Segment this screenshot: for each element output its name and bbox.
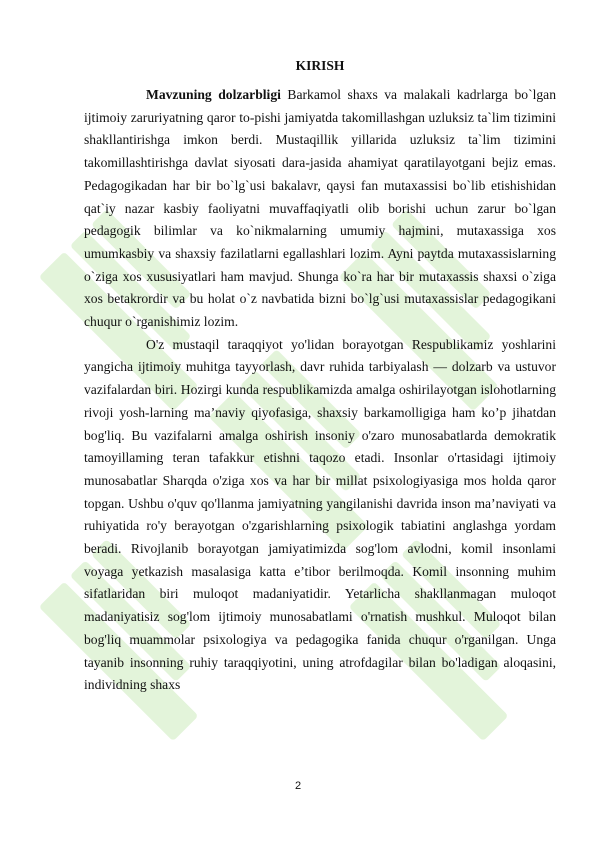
paragraph-relevance bbox=[84, 84, 556, 334]
document-title: KIRISH bbox=[295, 58, 345, 73]
paragraph-body: O'z mustaqil taraqqiyot yo'lidan borayotgan Respublikamiz yoshlarini yangicha ijtimoiy muhitga tayyorlash, davr ruhida tarbiyalash — dolzarb va ustuvor vazifalardan biri. Hozirgi kunda respublikamizda amalga oshirilayotgan islohotlarning rivoji yosh-larning ma’naviy qiyofasiga, shaxsiy barkamolligiga ham ko’p jihatdan bog'liq. Bu vazifalarni amalga oshirish insoniy o'zaro munosabatlarda demokratik tamoyillaming teran tafakkur etishni taqozo etadi. Insonlar o'rtasidagi ijtimoiy munosabatlar Sharqda o'ziga xos va har bir millat psixologiyasiga mos holda qaror topgan. Ushbu o'quv qo'llanma jamiyatning yangilanishi davrida inson ma’naviyati va ruhiyatida ro'y berayotgan o'zgarishlarning psixologik tabiatini anglashga yordam beradi. Rivojlanib borayotgan jamiyatimizda sog'lom avlodni, komil insonlami voyaga yetkazish masalasiga katta e’tibor berilmoqda. Komil insonning muhim sifatlaridan biri muloqot madaniyatidir. Yetarlicha shakllanmagan muloqot madaniyatisiz sog'lom ijtimoiy munosabatlami o'rnatish mushkul. Muloqot bilan bog'liq muammolar psixologiya va pedagogika fanida chuqur o'rganilgan. Unga tayanib insonning ruhiy taraqqiyotini, uning atrofdagilar bilan bo'ladigan aloqasini, individning shaxs bbox=[84, 336, 556, 693]
relevance-text: Barkamol shaxs va malakali kadrlarga bo`lgan ijtimoiy zaruriyatning qaror to-pishi jamiyatda takomillashgan uzluksiz ta`lim tizimini shakllantirishga imkon berdi. Mustaqillik yillarida uzluksiz ta`lim tizimini takomillashtirishga davlat siyosati dara-jasida ahamiyat qaratilayotgani bejiz emas. Pedagogikadan har bir bo`lg`usi bakalavr, qaysi fan mutaxassisi bo`lib etishishidan qat`iy nazar kasbiy faoliyatni muvaffaqiyatli olib borishi uchun zarur bo`lgan pedagogik bilimlar va ko`nikmalarning umumiy hajmini, mutaxassiga xos umumkasbiy va shaxsiy fazilatlarni egallashlari lozim. Ayni paytda mutaxassislarning o`ziga xos xususiyatlari ham mavjud. Shunga ko`ra har bir mutaxassis shaxsi o`ziga xos betakrordir va bu holat o`z navbatida bizni bo`lg`usi mutaxassislar pedagogikani chuqur o`rganishimiz lozim. bbox=[84, 87, 556, 330]
document-page bbox=[84, 56, 556, 697]
relevance-heading: Mavzuning dolzarbligi bbox=[146, 87, 281, 102]
page-number: 2 bbox=[294, 780, 302, 792]
